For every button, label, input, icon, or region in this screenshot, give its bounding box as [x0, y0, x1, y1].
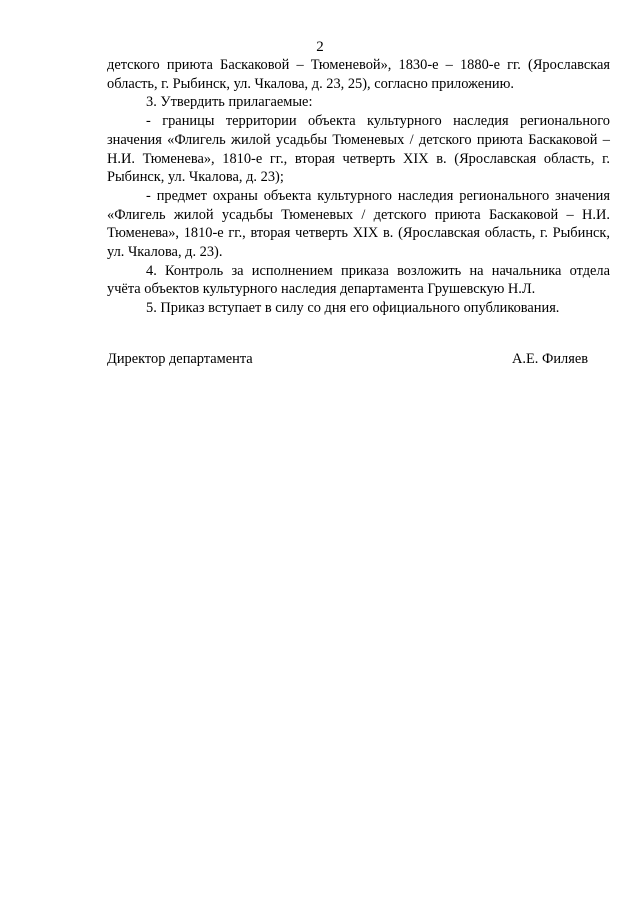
paragraph-item-5: 5. Приказ вступает в силу со дня его официального опубликования.: [146, 300, 560, 317]
paragraph-item-4: 4. Контроль за исполнением приказа возложить на начальника отдела учёта объектов культурного наследия департамента Грушевскую Н.Л.: [107, 262, 610, 298]
document-body: [107, 56, 610, 318]
signatory-position: Директор департамента: [107, 351, 253, 367]
signature-block: [107, 350, 588, 368]
page-number: 2: [316, 39, 324, 55]
paragraph-item-3: 3. Утвердить прилагаемые:: [146, 94, 313, 111]
signatory-name: А.Е. Филяев: [511, 351, 588, 367]
paragraph-territory-boundaries: - границы территории объекта культурного наследия регионального значения «Флигель жилой усадьбы Тюменевых / детского приюта Баскаковой – Н.И. Тюменева», 1810-е гг., вторая четверть XIX в. (Ярославская область, г. Рыбинск, ул. Чкалова, д. 23);: [107, 113, 610, 186]
paragraph-protection-subject: - предмет охраны объекта культурного наследия регионального значения «Флигель жилой усадьбы Тюменевых / детского приюта Баскаковой – Н.И. Тюменева», 1810-е гг., вторая четверть XIX в. (Ярославская область, г. Рыбинск, ул. Чкалова, д. 23).: [107, 187, 610, 261]
paragraph-continuation: детского приюта Баскаковой – Тюменевой», 1830-е – 1880-е гг. (Ярославская область, г. Рыбинск, ул. Чкалова, д. 23, 25), согласно приложению.: [107, 57, 610, 92]
